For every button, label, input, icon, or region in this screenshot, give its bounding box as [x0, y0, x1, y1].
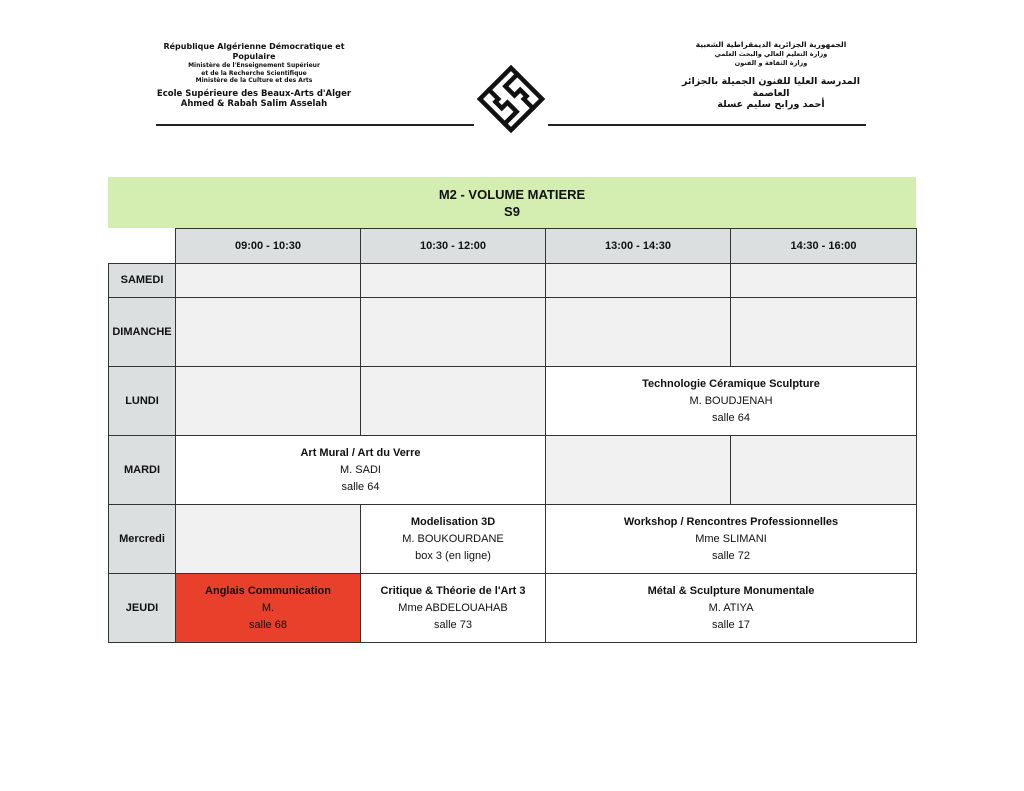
empty-slot	[176, 367, 361, 436]
empty-slot	[176, 264, 361, 298]
course-teacher: M. BOUDJENAH	[689, 394, 773, 407]
republic-name-ar: الجمهورية الجزائرية الديمقراطية الشعبية	[695, 40, 847, 49]
ministry-higher-ed-fr: Ministère de l'Enseignement Supérieur	[188, 62, 320, 69]
time-slot-3: 13:00 - 14:30	[546, 229, 731, 264]
timetable-semester: S9	[504, 203, 520, 219]
course-cell-metal	[546, 574, 917, 643]
day-label-jeudi: JEUDI	[109, 574, 176, 643]
time-slot-4: 14:30 - 16:00	[731, 229, 917, 264]
course-cell-ceramique	[546, 367, 917, 436]
course-room: salle 64	[712, 411, 750, 424]
corner-cell	[109, 229, 176, 264]
school-names-fr: Ahmed & Rabah Salim Asselah	[180, 99, 328, 109]
header-rule-right	[548, 124, 866, 126]
empty-slot	[546, 298, 731, 367]
republic-name-fr: République Algérienne Démocratique et Populaire	[163, 42, 345, 61]
empty-slot	[731, 264, 917, 298]
school-kufic-emblem-icon	[476, 64, 546, 134]
course-name: Technologie Céramique Sculpture	[642, 377, 820, 390]
day-label-lundi: LUNDI	[109, 367, 176, 436]
course-name: Métal & Sculpture Monumentale	[647, 584, 815, 597]
row-jeudi	[109, 574, 917, 643]
day-label-dimanche: DIMANCHE	[109, 298, 176, 367]
empty-slot	[361, 298, 546, 367]
row-lundi	[109, 367, 917, 436]
course-name: Workshop / Rencontres Professionnelles	[623, 515, 839, 528]
course-room: salle 73	[434, 618, 472, 631]
school-name-fr: Ecole Supérieure des Beaux-Arts d'Alger	[156, 88, 352, 99]
day-label-samedi: SAMEDI	[109, 264, 176, 298]
empty-slot	[546, 436, 731, 505]
row-mardi	[109, 436, 917, 505]
course-name: Critique & Théorie de l'Art 3	[380, 584, 526, 597]
course-teacher: M. ATIYA	[708, 601, 754, 614]
timetable-title-band	[108, 177, 916, 228]
row-samedi	[109, 264, 917, 298]
empty-slot	[731, 298, 917, 367]
course-room: box 3 (en ligne)	[415, 549, 491, 562]
course-teacher: M.	[261, 601, 275, 614]
course-name: Art Mural / Art du Verre	[300, 446, 421, 459]
timetable	[108, 177, 916, 643]
ministry-culture-fr: Ministère de la Culture et des Arts	[195, 77, 313, 84]
course-cell-modelisation	[361, 505, 546, 574]
time-header-row	[109, 229, 917, 264]
course-cell-anglais	[176, 574, 361, 643]
schedule-grid	[108, 228, 917, 643]
course-room: salle 64	[341, 480, 380, 493]
ministry-higher-ed-fr-2: et de la Recherche Scientifique	[201, 69, 307, 77]
course-cell-critique	[361, 574, 546, 643]
school-names-ar: أحمد ورابح سليم عسلة	[717, 99, 825, 110]
header-left-block	[156, 42, 352, 110]
empty-slot	[176, 298, 361, 367]
empty-slot	[546, 264, 731, 298]
ministry-culture-ar: وزارة الثقافة و الفنون	[734, 59, 808, 67]
timetable-title: M2 - VOLUME MATIERE	[438, 186, 586, 202]
header-rule-left	[156, 124, 474, 126]
row-mercredi	[109, 505, 917, 574]
course-name: Modelisation 3D	[410, 515, 496, 528]
header-right-block	[676, 40, 866, 111]
course-cell-workshop	[546, 505, 917, 574]
row-dimanche	[109, 298, 917, 367]
course-room: salle 17	[712, 618, 750, 631]
empty-slot	[731, 436, 917, 505]
time-slot-1: 09:00 - 10:30	[176, 229, 361, 264]
ministry-higher-ed-ar: وزارة التعليم العالي والبحث العلمي	[714, 50, 828, 58]
course-room: salle 72	[712, 549, 750, 562]
time-slot-2: 10:30 - 12:00	[361, 229, 546, 264]
empty-slot	[361, 264, 546, 298]
course-teacher: Mme ABDELOUAHAB	[398, 601, 508, 614]
course-teacher: Mme SLIMANI	[695, 532, 767, 545]
course-name: Anglais Communication	[205, 584, 331, 597]
day-label-mercredi: Mercredi	[109, 505, 176, 574]
school-name-ar: المدرسة العليا للفنون الجميلة بالجزائر العاصمة	[682, 76, 860, 99]
course-cell-art-mural	[176, 436, 546, 505]
course-room: salle 68	[249, 618, 287, 631]
course-teacher: M. BOUKOURDANE	[402, 532, 504, 545]
empty-slot	[361, 367, 546, 436]
day-label-mardi: MARDI	[109, 436, 176, 505]
empty-slot	[176, 505, 361, 574]
course-teacher: M. SADI	[340, 463, 381, 476]
